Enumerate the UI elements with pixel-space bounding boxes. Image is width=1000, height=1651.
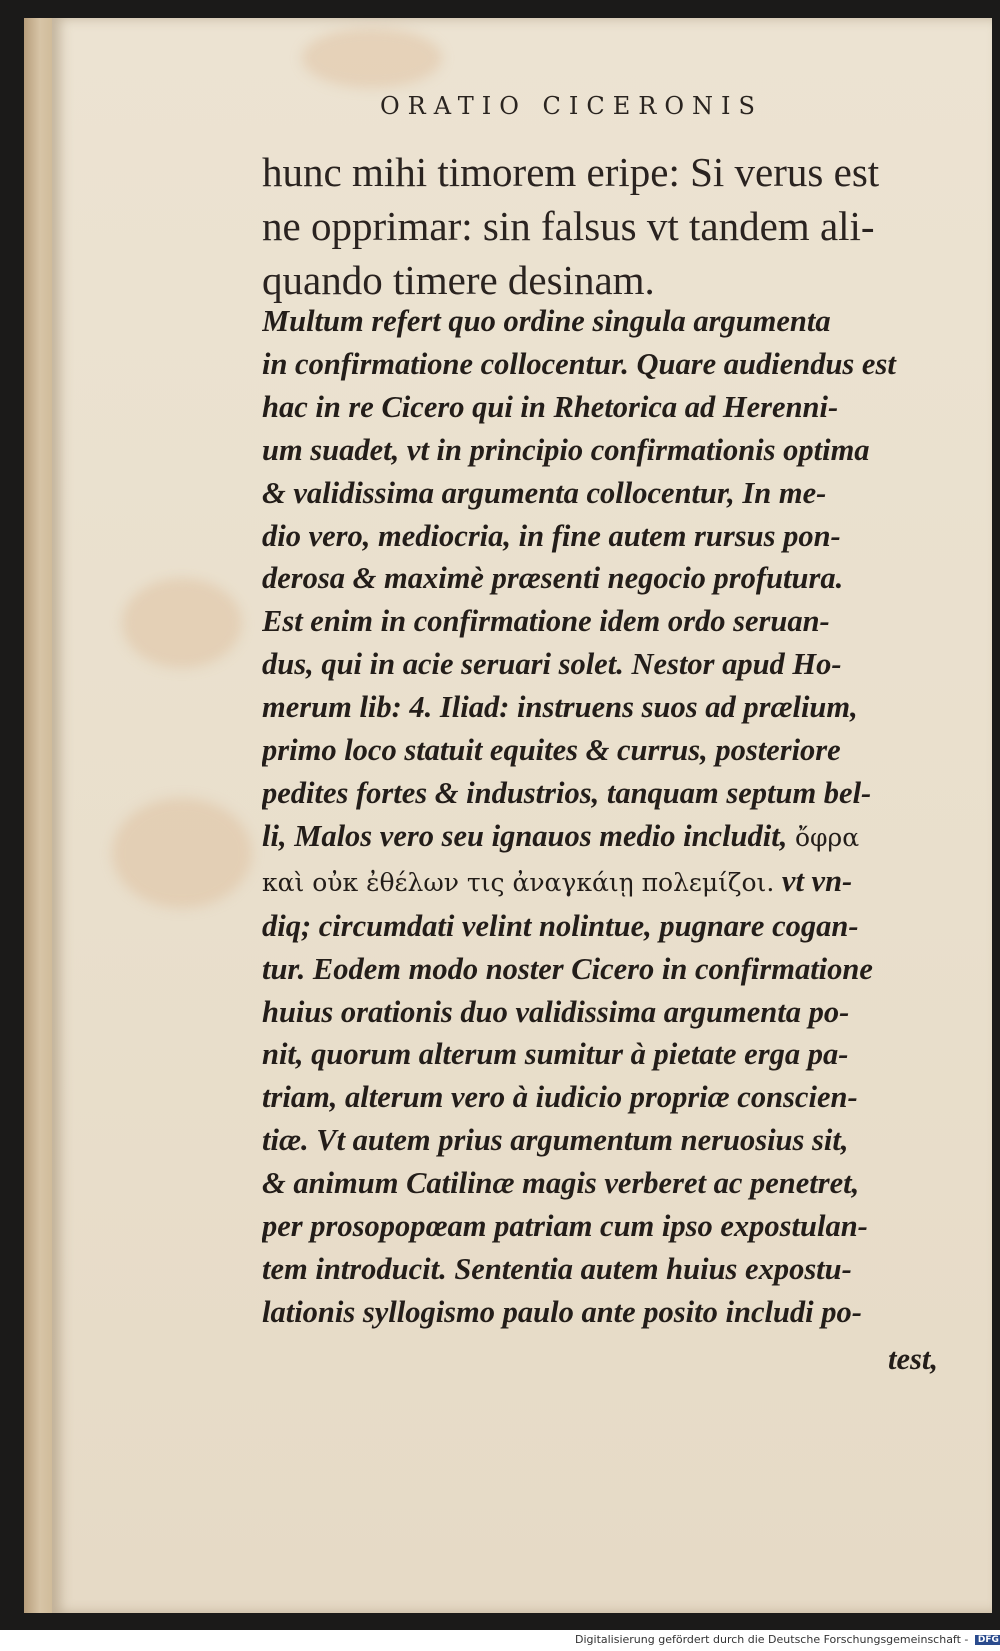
text-line: primo loco statuit equites & currus, posteriore <box>262 733 841 768</box>
text-line: triam, alterum vero à iudicio propriæ conscien- <box>262 1080 858 1115</box>
text-line: diq; circumdati velint nolintue, pugnare cogan- <box>262 908 859 943</box>
text-line <box>262 815 947 860</box>
text-line: huius orationis duo validissima argumenta po- <box>262 994 850 1029</box>
paper-stain <box>122 578 242 668</box>
roman-text-block <box>262 145 942 307</box>
commentary-text-block <box>262 300 947 1334</box>
text-line: quando timere desinam. <box>262 257 655 303</box>
dfg-logo: DFG <box>975 1635 1000 1645</box>
greek-text: καὶ οὐκ ἐθέλων τις ἀναγκάιῃ πολεμίζοι. <box>262 867 775 897</box>
paper-stain <box>112 798 252 908</box>
text-line: & validissima argumenta collocentur, In me- <box>262 475 827 510</box>
text-segment: li, Malos vero seu ignauos medio includit, <box>262 818 788 853</box>
text-line: & animum Catilinæ magis verberet ac penetret, <box>262 1166 860 1201</box>
text-line: merum lib: 4. Iliad: instruens suos ad prælium, <box>262 690 858 725</box>
text-line <box>262 860 947 905</box>
text-line: hac in re Cicero qui in Rhetorica ad Herenni- <box>262 389 839 424</box>
footer-text: Digitalisierung gefördert durch die Deutsche Forschungsgemeinschaft - <box>575 1633 969 1646</box>
greek-text: ὄφρα <box>794 822 860 852</box>
text-segment: vt vn- <box>781 863 853 898</box>
text-line: in confirmatione collocentur. Quare audiendus est <box>262 346 896 381</box>
text-line: pedites fortes & industrios, tanquam septum bel- <box>262 775 872 810</box>
text-line: lationis syllogismo paulo ante posito includi po- <box>262 1294 862 1329</box>
text-line: per prosopopœam patriam cum ipso expostulan- <box>262 1209 868 1244</box>
text-line: tem introducit. Sententia autem huius expostu- <box>262 1251 852 1286</box>
text-line: derosa & maximè præsenti negocio profutura. <box>262 561 844 596</box>
text-line: nit, quorum alterum sumitur à pietate erga pa- <box>262 1037 849 1072</box>
text-line: um suadet, vt in principio confirmationis optima <box>262 432 870 467</box>
text-line: ne opprimar: sin falsus vt tandem ali- <box>262 203 875 249</box>
funding-footer <box>575 1633 1000 1646</box>
text-line: Multum refert quo ordine singula argumenta <box>262 304 831 338</box>
text-line: dio vero, mediocria, in fine autem rursus pon- <box>262 518 841 553</box>
catchword: test, <box>888 1342 938 1376</box>
text-line: dus, qui in acie seruari solet. Nestor apud Ho- <box>262 647 842 682</box>
text-line: tiæ. Vt autem prius argumentum neruosius sit, <box>262 1123 849 1158</box>
text-line: hunc mihi timorem eripe: Si verus est <box>262 149 880 195</box>
text-line: Est enim in confirmatione idem ordo seruan- <box>262 604 830 639</box>
running-head: ORATIO CICERONIS <box>380 92 763 120</box>
text-line: tur. Eodem modo noster Cicero in confirmatione <box>262 951 873 986</box>
paper-stain <box>302 28 442 88</box>
